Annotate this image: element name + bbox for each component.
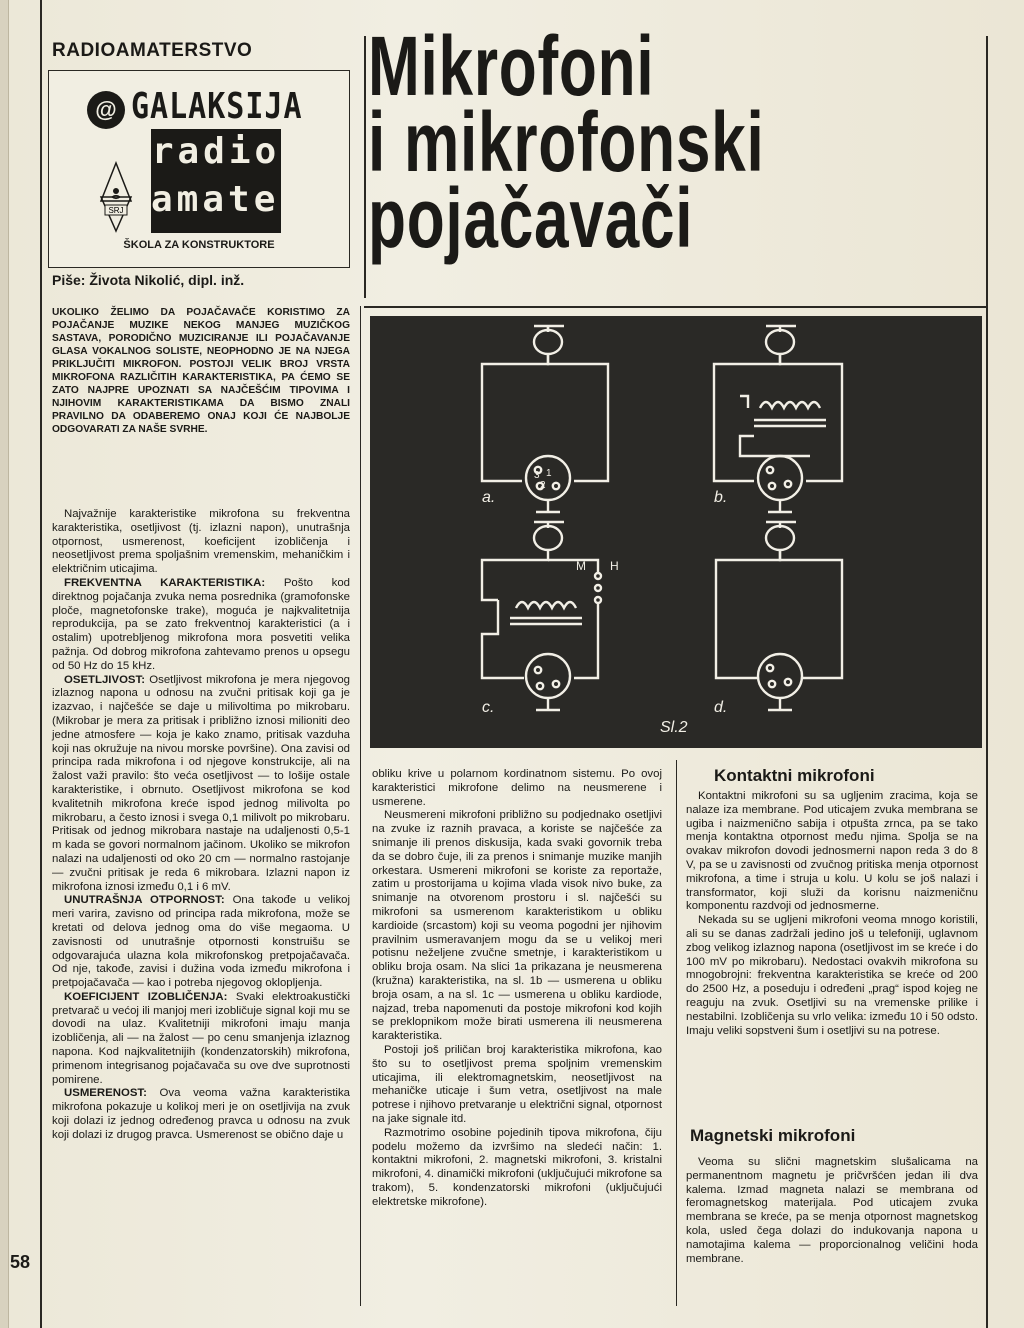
column-3 [686,790,978,1038]
logo-subtitle: ŠKOLA ZA KONSTRUKTORE [123,239,275,251]
title-line-1: Mikrofoni [368,19,655,113]
srj-label: SRJ [108,206,124,215]
paragraph [52,577,350,674]
byline: Piše: Života Nikolić, dipl. inž. [52,272,245,288]
heading-magnetski-mikrofoni: Magnetski mikrofoni [690,1126,856,1145]
figure-caption: Sl.2 [660,719,688,736]
column-1 [52,508,350,1143]
paragraph-lead: KOEFICIJENT IZOBLIČENJA: [64,990,228,1003]
radio-amater-block [151,129,306,233]
paragraph [52,508,350,577]
paragraph: Razmotrimo osobine pojedinih tipova mikrofona, čiju podelu možemo da izvršimo na sledeći način: 1. kontaktni mikrofoni, 2. magnetski mikrofoni, 3. kristalni mikrofoni, 4. dinamički mikrofoni (uključujući mikrofone sa trakom), 5. kondenzatorski mikrofoni (uključujući elektretske mikrofone). [372,1126,662,1208]
paragraph-text: Svaki elektroakustički pretvarač u većoj ili manjoj meri izobličuje signal koji mu se dovodi na ulaz. Kvalitetniji mikrofoni imaju manja izobličenja, ali — na žalost — po cenu smanjenja izlaznog napona. Kod najkvalitetnijih (kondenzatorskih) mikrofona, primenom integrisanog pojačavača su ove dve suprotnosti pomirene. [52,990,350,1086]
pin-label-1: 1 [546,468,552,479]
heading-kontaktni-mikrofoni: Kontaktni mikrofoni [714,766,875,785]
switch-label-m: M [576,559,586,573]
paragraph-lead: USMERENOST: [64,1087,147,1100]
paragraph: obliku krive u polarnom kordinatnom sistemu. Po ovoj karakteristici mikrofone delimo na neusmerene i usmerene. [372,768,662,808]
paragraph: Veoma su slični magnetskim slušalicama na permanentnom magnetu je pričvršćen jedan ili dva kalema. Izmad magneta nalazi se membrana od feromagnetskog materijala. Pod uticajem zvuka membrana se kreće, pa se menja otpornost magnetskog kola, usled čega dolazi do indukovanja napona u namotajima kalema — proporcionalnog veličini hoda membrane. [686,1156,978,1265]
galaksija-emblem-icon: @ [87,91,125,129]
right-margin-rule [986,36,988,1328]
title-line-2: i mikrofonski [368,95,765,189]
paragraph-lead: OSETLJIVOST: [64,673,146,686]
paragraph-lead: UNUTRAŠNJA OTPORNOST: [64,894,225,907]
column-3-continued [686,1156,978,1266]
logo-word-amater: amater [151,179,306,220]
page-edge [0,0,9,1328]
column-rule-1 [360,306,361,1306]
intro-paragraph: UKOLIKO ŽELIMO DA POJAČAVAČE KORISTIMO ZA POJAČANJE MUZIKE NEKOG MANJEG MUZIČKOG SASTAVA, PORODIČNO MUZICIRANJE ILI POJAČAVANJE GLASA VOKALNOG SOLISTE, NEOPHODNO JE NA NJEGA PRIKLJUČITI MIKROFON. POSTOJI VELIK BROJ VRSTA MIKROFONA RAZLIČITIH KARAKTERISTIKA, PA ĆEMO SE ZATO NAJPRE UPOZNATI SA NAJČEŠĆIM TIPOVIMA I NJIHOVIM KARAKTERISTIKAMA DA BISMO ZNALI PRAVILNO DA ODABEREMO ONAJ KOJI ĆE NAJBOLJE ODGOVARATI ZA NAŠE SVRHE. [52,307,350,435]
paragraph [52,991,350,1088]
article-title [368,19,827,265]
paragraph-lead: FREKVENTNA KARAKTERISTIKA: [64,576,266,589]
label-b: b. [714,489,728,506]
section-label: RADIOAMATERSTVO [52,40,253,61]
paragraph-text: Ova veoma važna karakteristika mikrofona pokazuje u kolikoj meri je on osetljivija na zvuk koji dolazi iz jednog određenog pravca u odnosu na zvuk koji dolazi iz drugog pravca. Usmerenost se obično daje u [52,1087,350,1141]
title-line-3: pojačavači [368,171,694,265]
title-divider-rule [364,36,366,298]
paragraph-text: Najvažnije karakteristike mikrofona su frekventna karakteristika, osetljivost (tj. izlazni napon), unutrašnja otpornost, usmerenost, koeficijent izobličenja i neosetljivost prema spoljašnim vremenskim, mehaničkim i električnim uticajima. [52,508,350,576]
column-2 [372,768,662,1210]
logo-brand: GALAKSIJA [131,85,303,128]
circuit-figure [370,316,982,748]
srj-triangle-icon [99,161,133,233]
magazine-logo [48,70,350,268]
paragraph [52,674,350,895]
logo-word-radio: radio [151,131,281,172]
paragraph [52,894,350,991]
page-number: 58 [10,1252,31,1272]
label-a: a. [482,489,496,506]
paragraph: Nekada su se ugljeni mikrofoni veoma mnogo koristili, ali su se danas zadržali jedino još u telefoniji, uglavnom zbog velikog izlaznog napona (osetljivost im se kreće i do 100 mV po mikrobaru). Nedostaci ovakvih mikrofona su mnogobrojni: frekventna karakteristika se kreće od 200 do 2500 Hz, a poseduju i određeni „prag“ ispod kojeg ne reaguju na zvuk. Osetljivi su na vremenske prilike i nestabilni. Izobličenja su vrlo velika: između 10 i 50 odsto. Imaju veliki sopstveni šum i osetljivi su na potrese. [686,914,978,1037]
paragraph-text: Osetljivost mikrofona je mera njegovog izlaznog napona u odnosu na zvučni pritisak koji ga je izazvao, i najčešće se daje u milivoltima po mikrobaru. (Mikrobar je mera za pritisak i približno iznosi milioniti deo jedne atmosfere — koja je kako znamo, pritisak vazduha koji nas okružuje na nivou morske površine). Ona zavisi od principa rada mikrofona i od njegove konstrukcije, ali na žalost važi pravilo: što veća osetljivost — to lošije ostale karakteristike, i obrnuto. Osetljivost mikrofona se kod kvalitetnih mikrofona kreće ispod jednog milivolta po mikrobaru, a često iznosi i svega 0,1 milivolt po mikrobaru. Pritisak od jednog mikrobara nastaje na udaljenosti 0,5-1 m kada se govori normalnom jačinom. Ukoliko se mikrofon nalazi na udaljenosti od oko 20 cm — normalno rastojanje — zvučni pritisak je reda 6 mikrobara. Izlazni napon iz mikrofona iznosi između 0,1 i 6 mV. [52,673,350,893]
paragraph: Kontaktni mikrofoni su sa ugljenim zracima, koja se nalaze iza membrane. Pod uticajem zvuka membrana se ugiba i naizmenično sabija i otpušta zrnca, pa se tako menja kontaktna otpornost među njima. Spolja se na ovakav mikrofon dovodi jednosmerni napon reda 3 do 8 V, pa se u zavisnosti od zvučnog pritiska menja otpornost mikrofona, a time i struja u kolu. U kolu se još nalazi i transformator, koji služi da korisnu naizmeničnu komponentu razdvoji od jednosmerne. [686,790,978,913]
pin-label-3: 3 [534,470,540,481]
label-d: d. [714,699,728,716]
paragraph: Postoji još priličan broj karakteristika mikrofona, kao što su to osetljivost prema spoljnim vremenskim uticajima, ili elektromagnetskim, neosetljivost na mehaničke uticaje i šum vetra, osetljivost na male potrese i njihovo pretvaranje u električni signal, otpornost na jake signale itd. [372,1043,662,1125]
paragraph-text: Pošto kod direktnog pojačanja zvuka nema posrednika (gramofonske ploče, magnetofonske trake), moguća je najkvalitetnija reprodukcija, pa se zato frekventnoj karakteristici (a i ostalim) upotrebljenog mikrofona mora posvetiti velika pažnja. Od dobrog mikrofona zahtevamo prenos u opsegu od 50 Hz do 15 kHz. [52,576,350,672]
label-c: c. [482,699,495,716]
paragraph: Neusmereni mikrofoni približno su podjednako osetljivi na zvuke iz raznih pravaca, a koriste se najčešće za snimanje ili prenos diskusija, kada svaki govornik treba da se dobro čuje, ili za prenos i snimanje muzike manjih orkestara. Usmereni mikrofoni se koriste za reportaže, zatim u prostorijama u kojima vlada visok nivo buke, za snimanje na otvorenom prostoru i sl. najčešći su mikrofoni sa usmerenom karakteristikom u obliku kardioide (srcastom) koji su veoma pogodni jer njihovim pravilnim usmeravanjem mogu da se u velikoj meri potisnu neželjene zvučne smetnje, i karakteristikom u obliku broja osam. Na slici 1a prikazana je neusmerena (kružna) karakteristika, na sl. 1b — usmerena u obliku broja osam, a na sl. 1c — usmerena u obliku kardiode, najzad, treba napomenuti da postoje mikrofoni kod kojih se preklopnikom može birati usmerena ili neusmerena karakteristika. [372,809,662,1043]
column-rule-2 [676,760,677,1306]
paragraph-text: Ona takođe u velikoj meri varira, zavisno od principa rada mikrofona, može se kretati od delova jednog oma do više megaoma. U zavisnosti od unutrašnje otpornosti konstruišu se odgovarajuća ulazna kola mikrofonskog pretpojačavača. Od nje, takođe, zavisi i dužina voda između mikrofona i pretpojačavača — kao i potreba njegovog okloplјenja. [52,894,351,990]
switch-label-h: H [610,559,619,573]
figure-top-rule [364,306,986,308]
paragraph [52,1087,350,1142]
left-margin-rule [40,0,42,1328]
pin-label-2: 2 [540,480,546,491]
